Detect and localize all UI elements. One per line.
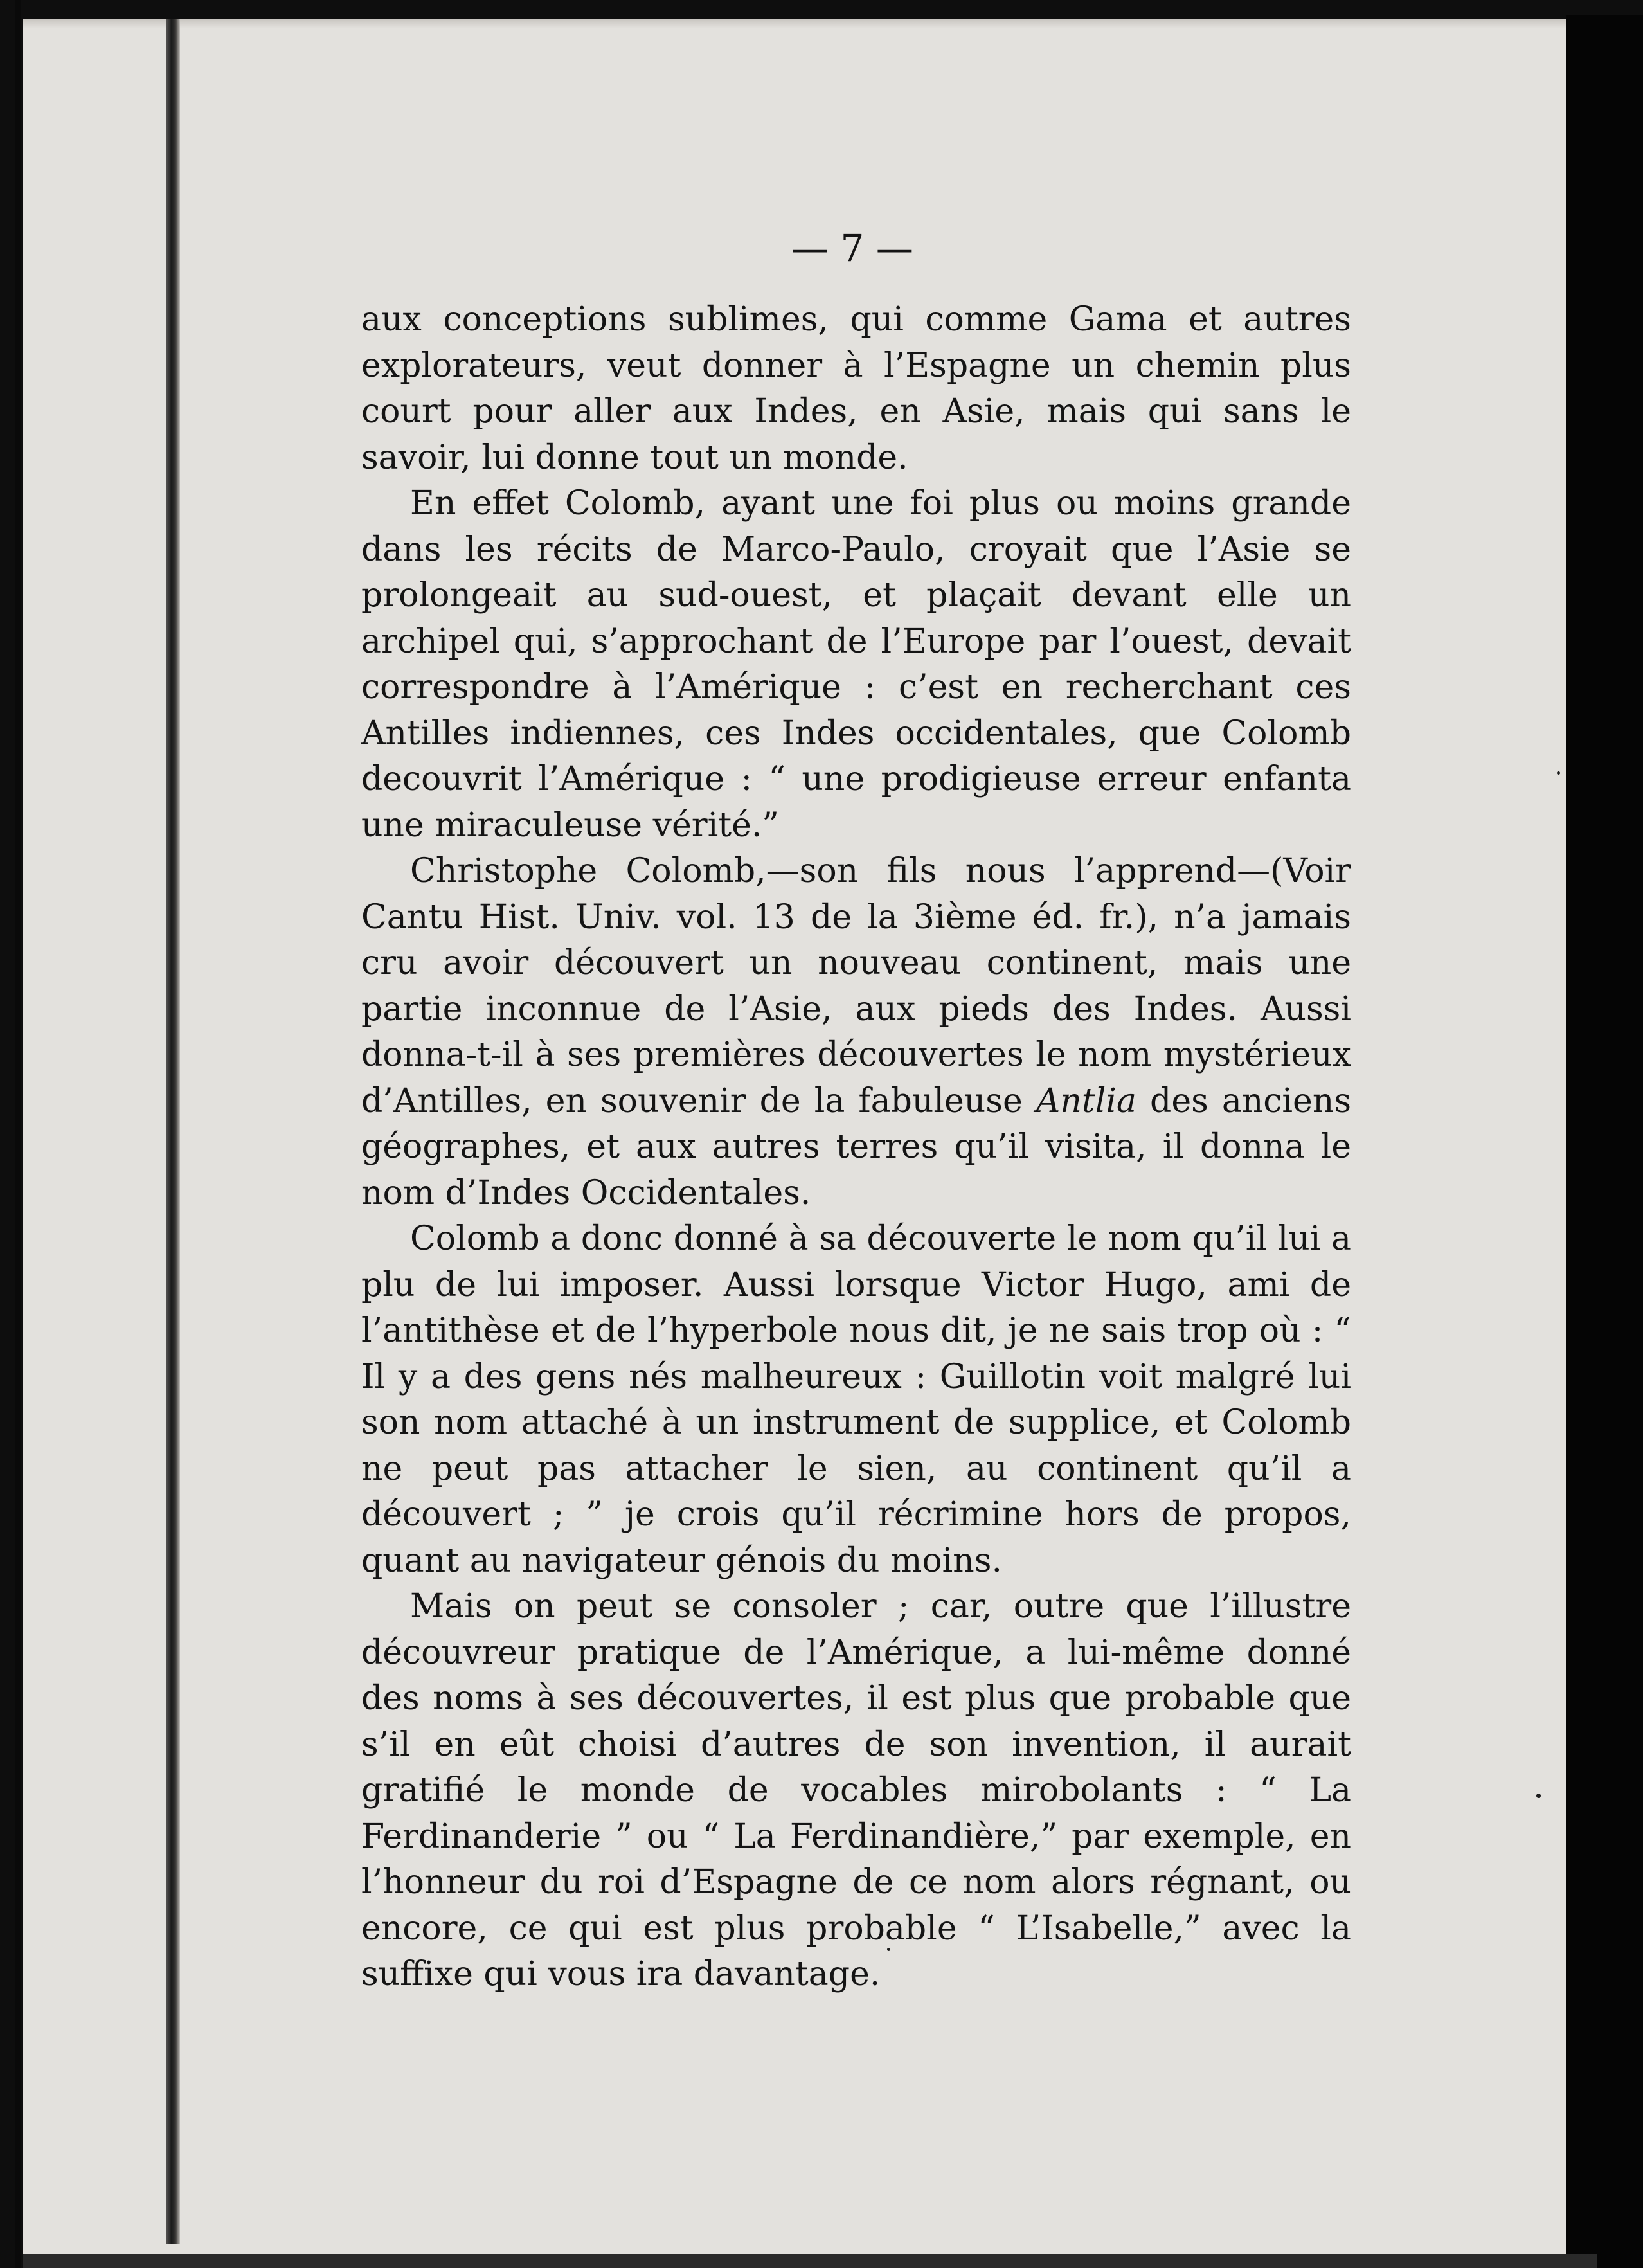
body-text <box>361 297 1351 1998</box>
paragraph-text: Christophe Colomb,—son fils nous l’apprend—(Voir Cantu Hist. Univ. vol. 13 de la 3ième éd. fr.), n’a jamais cru avoir découvert un nouveau continent, mais une partie inconnue de l’Asie, aux pieds des Indes. Aussi donna-t-il à ses premières découvertes le nom mystérieux d’Antilles, en souvenir de la fabuleuse <box>361 852 1351 1120</box>
scan-right-border <box>1566 15 1643 2268</box>
paragraph <box>361 1216 1351 1584</box>
scan-bottom-border <box>23 2254 1597 2268</box>
paragraph-text: des anciens géographes, et aux autres terres qu’il visita, il donna le nom d’Indes Occidentales. <box>361 1081 1352 1212</box>
paper-speck <box>1557 771 1560 775</box>
scan-left-border <box>15 0 21 2268</box>
gutter-binding <box>166 19 180 2244</box>
paragraph-text: Colomb a donc donné à sa découverte le nom qu’il lui a plu de lui imposer. Aussi lorsque Victor Hugo, ami de l’antithèse et de l’hyperbole nous dit, je ne sais trop où : “ Il y a des gens nés malheureux : Guillotin voit malgré lui son nom attaché à un instrument de supplice, et Colomb ne peut pas attacher le sien, au continent qu’il a découvert ; ” je crois qu’il récrimine hors de propos, quant au navigateur génois du moins. <box>361 1220 1351 1580</box>
page-number: — 7 — <box>791 226 913 270</box>
paper-speck <box>1536 1794 1541 1798</box>
paragraph <box>361 849 1351 1216</box>
italic-term: Antlia <box>1036 1081 1136 1120</box>
paragraph <box>361 481 1351 849</box>
paragraph-text: aux conceptions sublimes, qui comme Gama et autres explorateurs, veut donner à l’Espagne un chemin plus court pour aller aux Indes, en Asie, mais qui sans le savoir, lui donne tout un monde. <box>361 300 1351 477</box>
paragraph-text: Mais on peut se consoler ; car, outre que l’illustre découvreur pratique de l’Amérique, a lui-même donné des noms à ses découvertes, il est plus que probable que s’il en eût choisi d’autres de son invention, il aurait gratifié le monde de vocables mirobolants : “ La Ferdinanderie ” ou “ La Ferdinandière,” par exemple, en l’honneur du roi d’Espagne de ce nom alors régnant, ou encore, ce qui est plus probable “ L’Isabelle,” avec la suffixe qui vous ira davantage. <box>361 1587 1351 1994</box>
paragraph-text: En effet Colomb, ayant une foi plus ou moins grande dans les récits de Marco-Paulo, croyait que l’Asie se prolongeait au sud-ouest, et plaçait devant elle un archipel qui, s’approchant de l’Europe par l’ouest, devait correspondre à l’Amérique : c’est en recherchant ces Antilles indiennes, ces Indes occidentales, que Colomb decouvrit l’Amérique : “ une prodigieuse erreur enfanta une miraculeuse vérité.” <box>361 484 1351 845</box>
paragraph <box>361 1584 1351 1998</box>
paper-top-edge <box>23 19 1597 28</box>
paragraph <box>361 297 1351 481</box>
